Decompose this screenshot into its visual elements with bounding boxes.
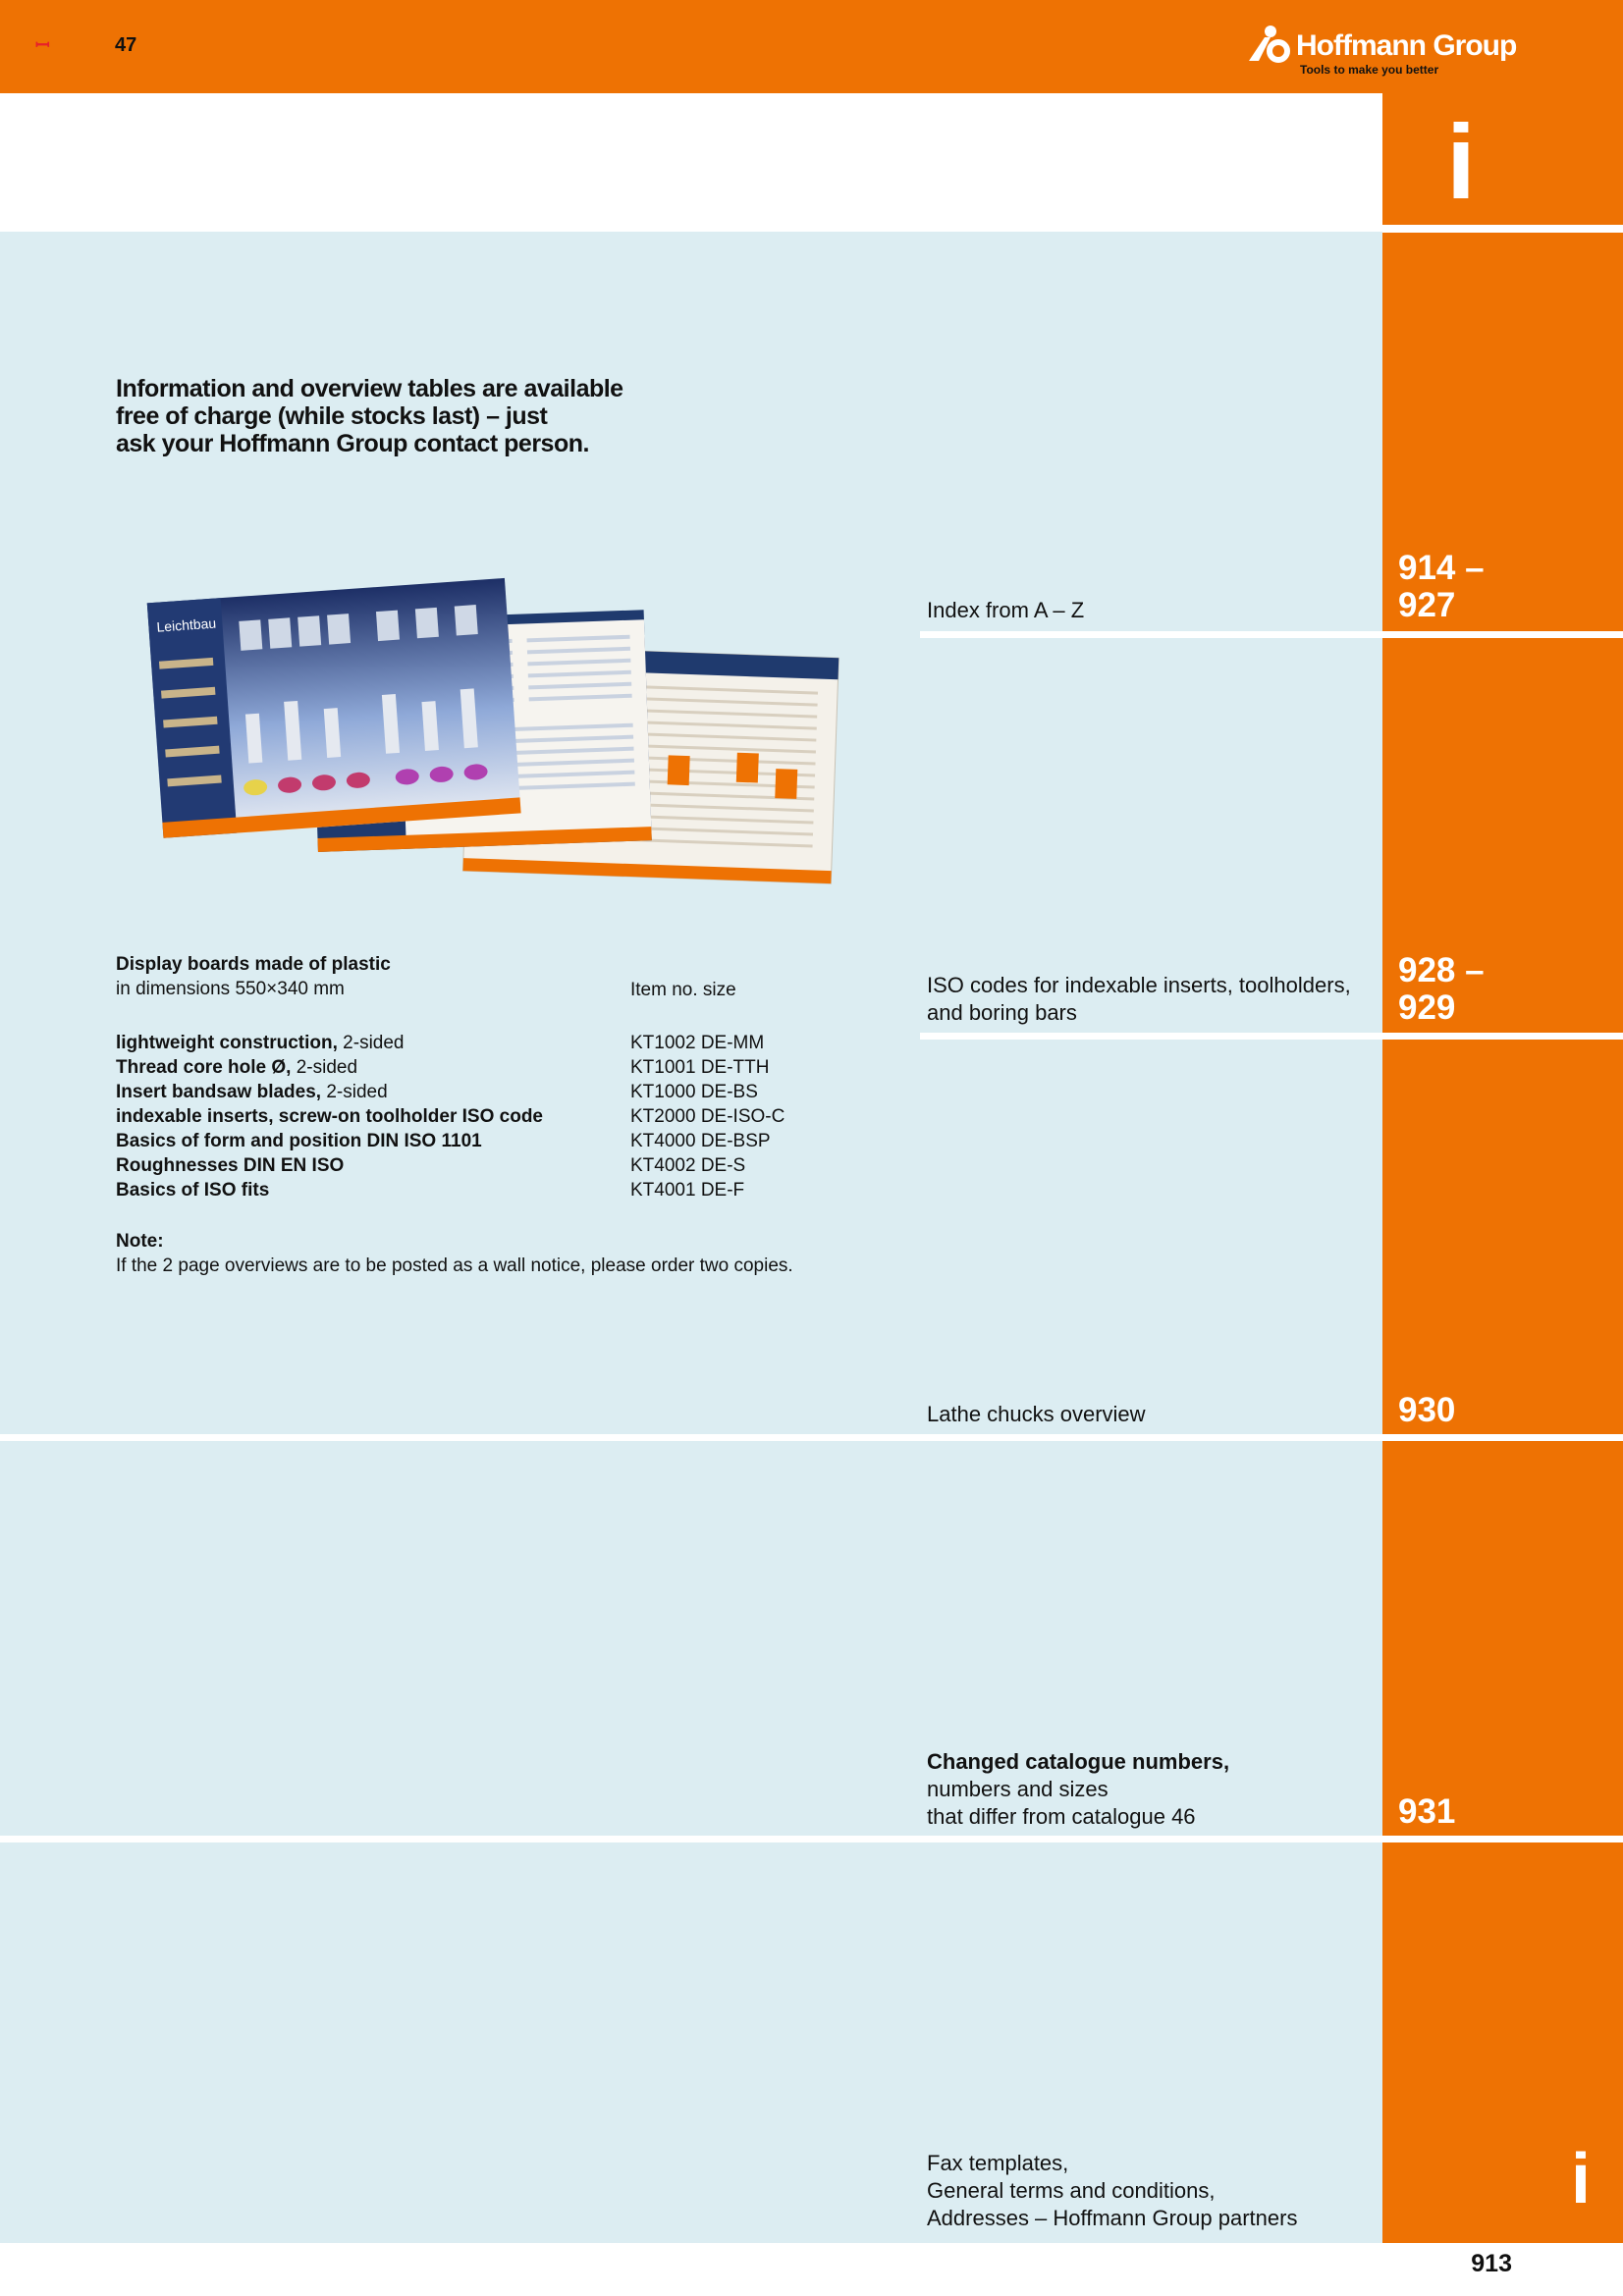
logo-name: Hoffmann Group [1296, 29, 1517, 62]
board-item-code: KT1000 DE-BS [630, 1082, 758, 1102]
board-item-name: Basics of form and position DIN ISO 1101 [116, 1131, 482, 1151]
board-title: Leichtbau [155, 614, 217, 635]
display-boards-image [137, 569, 844, 893]
board-item-name: Basics of ISO fits [116, 1180, 270, 1201]
intro-text [116, 375, 725, 457]
board-item-row [116, 1080, 892, 1104]
section-changed-numbers-pages[interactable]: 931 [1398, 1792, 1456, 1831]
separator-index [920, 631, 1623, 638]
separator-top [1382, 225, 1623, 233]
display-boards-dimensions: in dimensions 550×340 mm [116, 979, 345, 999]
board-item-name: Thread core hole Ø, 2-sided [116, 1057, 358, 1078]
display-boards-heading [116, 952, 862, 1001]
item-number-column-header: Item no. size [630, 980, 736, 1000]
separator-lathe [0, 1434, 1623, 1441]
board-item-code: KT2000 DE-ISO-C [630, 1106, 785, 1127]
section-index-label[interactable]: Index from A – Z [927, 598, 1085, 622]
hoffmann-group-logo [1245, 16, 1520, 80]
section-iso-codes-label[interactable]: ISO codes for indexable inserts, toolholders, and boring bars [927, 973, 1351, 1025]
board-item-code: KT4002 DE-S [630, 1155, 746, 1176]
separator-changed [0, 1836, 1623, 1842]
board-item-code: KT4001 DE-F [630, 1180, 745, 1201]
logo-emblem-icon [1245, 24, 1296, 63]
board-item-name: Roughnesses DIN EN ISO [116, 1155, 345, 1176]
board-item-row [116, 1031, 892, 1055]
board-lightweight [147, 578, 521, 838]
intro-line: ask your Hoffmann Group contact person. [116, 430, 589, 457]
section-lathe-chucks-label[interactable]: Lathe chucks overview [927, 1402, 1146, 1426]
section-index-pages[interactable]: 914 – 927 [1398, 549, 1485, 624]
note-text: If the 2 page overviews are to be posted as a wall notice, please order two copies. [116, 1255, 793, 1276]
section-iso-codes-pages[interactable]: 928 – 929 [1398, 951, 1485, 1027]
intro-line: free of charge (while stocks last) – just [116, 402, 548, 430]
board-item-row [116, 1178, 892, 1202]
logo-tagline: Tools to make you better [1300, 63, 1439, 77]
section-changed-numbers-label[interactable]: Changed catalogue numbers, numbers and sizes that differ from catalogue 46 [927, 1749, 1230, 1829]
catalogue-mark-icon: ꟷ [35, 35, 50, 55]
board-item-row [116, 1129, 892, 1153]
board-item-code: KT1001 DE-TTH [630, 1057, 770, 1078]
catalogue-number: 47 [115, 34, 137, 56]
board-item-name: Insert bandsaw blades, 2-sided [116, 1082, 388, 1102]
page-number: 913 [1471, 2250, 1512, 2277]
display-boards-title: Display boards made of plastic [116, 954, 391, 975]
note-title: Note: [116, 1231, 164, 1252]
board-item-row [116, 1153, 892, 1178]
board-item-name: indexable inserts, screw-on toolholder ISO code [116, 1106, 543, 1127]
header-bar [0, 0, 1623, 93]
board-item-row [116, 1104, 892, 1129]
info-icon: i [1570, 2140, 1591, 2218]
info-section-icon: i [1445, 102, 1476, 221]
section-tab-column [1382, 93, 1623, 2243]
separator-iso [920, 1033, 1623, 1040]
board-item-code: KT4000 DE-BSP [630, 1131, 771, 1151]
board-item-name: lightweight construction, 2-sided [116, 1033, 405, 1053]
board-item-code: KT1002 DE-MM [630, 1033, 765, 1053]
section-fax-templates-label[interactable]: Fax templates, General terms and conditions, Addresses – Hoffmann Group partners [927, 2151, 1298, 2230]
section-lathe-chucks-pages[interactable]: 930 [1398, 1391, 1456, 1429]
content-panel [0, 232, 1382, 2243]
board-item-row [116, 1055, 892, 1080]
intro-line: Information and overview tables are available [116, 375, 623, 402]
